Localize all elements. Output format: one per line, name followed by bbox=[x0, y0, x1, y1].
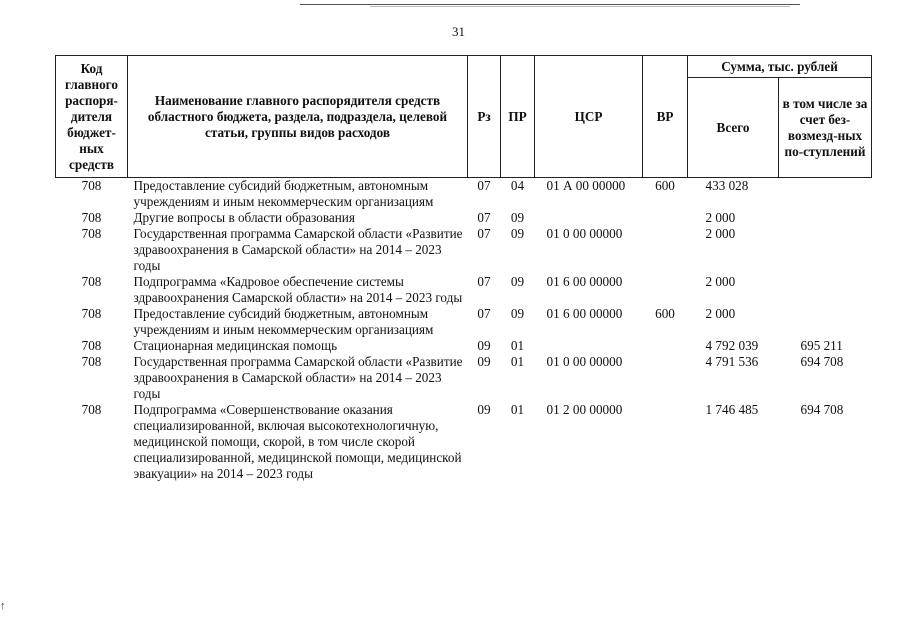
cell-pr: 01 bbox=[510, 402, 525, 417]
cell-name: Государственная программа Самарской области «Развитие здравоохранения в Самарской области» на 2014 – 2023 годы bbox=[133, 226, 463, 273]
header-name: Наименование главного распорядителя средств областного бюджета, раздела, подраздела, целевой статьи, группы видов расходов bbox=[128, 56, 468, 178]
header-total: Всего bbox=[688, 78, 779, 178]
cell-name: Подпрограмма «Кадровое обеспечение системы здравоохранения Самарской области» на 2014 – 2023 годы bbox=[133, 274, 463, 305]
table-row bbox=[56, 210, 872, 226]
cell-extra bbox=[779, 210, 872, 226]
cell-code: 708 bbox=[81, 210, 102, 225]
cell-name: Другие вопросы в области образования bbox=[133, 210, 355, 225]
table-row bbox=[56, 226, 872, 274]
cell-vr bbox=[643, 210, 688, 226]
cell-pr: 01 bbox=[510, 338, 525, 353]
page-top-rule bbox=[300, 4, 800, 5]
cell-code: 708 bbox=[81, 402, 102, 417]
cell-code: 708 bbox=[81, 178, 102, 193]
table-row bbox=[56, 354, 872, 402]
cell-name: Государственная программа Самарской области «Развитие здравоохранения в Самарской области» на 2014 – 2023 годы bbox=[133, 354, 463, 401]
cell-total: 1 746 485 bbox=[705, 402, 759, 417]
header-pr: ПР bbox=[501, 56, 535, 178]
cell-code: 708 bbox=[81, 274, 102, 289]
cell-extra: 694 708 bbox=[800, 354, 844, 369]
cell-csr: 01 0 00 00000 bbox=[546, 226, 623, 241]
cell-csr bbox=[535, 210, 643, 226]
cell-vr bbox=[643, 338, 688, 354]
cell-code: 708 bbox=[81, 226, 102, 241]
page-number: 31 bbox=[452, 24, 465, 39]
cell-total: 2 000 bbox=[705, 274, 736, 289]
header-code: Код главного распоря-дителя бюджет-ных средств bbox=[56, 56, 128, 178]
cell-pr: 09 bbox=[510, 306, 525, 321]
cell-code: 708 bbox=[81, 338, 102, 353]
table-row bbox=[56, 338, 872, 354]
table-row bbox=[56, 306, 872, 338]
cell-rz: 07 bbox=[477, 226, 491, 241]
cell-rz: 09 bbox=[477, 338, 491, 353]
table-row bbox=[56, 178, 872, 211]
cell-total: 4 791 536 bbox=[705, 354, 759, 369]
cell-total: 4 792 039 bbox=[705, 338, 759, 353]
cell-vr bbox=[643, 226, 688, 274]
header-vr: ВР bbox=[643, 56, 688, 178]
cell-pr: 04 bbox=[510, 178, 525, 193]
cell-extra: 695 211 bbox=[800, 338, 843, 353]
cell-extra bbox=[779, 226, 872, 274]
cell-total: 2 000 bbox=[705, 210, 736, 225]
cell-rz: 09 bbox=[477, 354, 491, 369]
cell-rz: 09 bbox=[477, 402, 491, 417]
table-row bbox=[56, 402, 872, 482]
cell-rz: 07 bbox=[477, 178, 491, 193]
cell-pr: 01 bbox=[510, 354, 525, 369]
cell-extra: 694 708 bbox=[800, 402, 844, 417]
cell-pr: 09 bbox=[510, 210, 525, 225]
cell-rz: 07 bbox=[477, 210, 491, 225]
cell-total: 433 028 bbox=[705, 178, 749, 193]
cell-vr: 600 bbox=[655, 306, 675, 321]
cell-csr: 01 А 00 00000 bbox=[546, 178, 626, 193]
cell-csr: 01 2 00 00000 bbox=[546, 402, 623, 417]
margin-mark: ↑ bbox=[0, 600, 6, 612]
table-body bbox=[56, 178, 872, 483]
header-rz: Рз bbox=[468, 56, 501, 178]
cell-extra bbox=[779, 306, 872, 338]
cell-name: Предоставление субсидий бюджетным, автономным учреждениям и иным некоммерческим организациям bbox=[133, 178, 434, 209]
cell-vr bbox=[643, 274, 688, 306]
cell-rz: 07 bbox=[477, 306, 491, 321]
cell-csr bbox=[535, 338, 643, 354]
cell-pr: 09 bbox=[510, 226, 525, 241]
budget-table bbox=[55, 55, 872, 482]
header-sum: Сумма, тыс. рублей bbox=[688, 56, 872, 78]
cell-vr bbox=[643, 402, 688, 482]
header-csr: ЦСР bbox=[535, 56, 643, 178]
cell-extra bbox=[779, 274, 872, 306]
cell-code: 708 bbox=[81, 354, 102, 369]
cell-extra bbox=[779, 178, 872, 211]
table-row bbox=[56, 274, 872, 306]
header-extra: в том числе за счет без-возмезд-ных по-ступлений bbox=[779, 78, 872, 178]
cell-rz: 07 bbox=[477, 274, 491, 289]
cell-code: 708 bbox=[81, 306, 102, 321]
cell-vr bbox=[643, 354, 688, 402]
cell-total: 2 000 bbox=[705, 226, 736, 241]
cell-name: Предоставление субсидий бюджетным, автономным учреждениям и иным некоммерческим организациям bbox=[133, 306, 434, 337]
cell-csr: 01 6 00 00000 bbox=[546, 274, 623, 289]
cell-name: Подпрограмма «Совершенствование оказания специализированной, включая высокотехнологичную, медицинской помощи, скорой, в том числе скорой специализированной, медицинской помощи, медицинской эвакуации» на 2014 – 2023 годы bbox=[133, 402, 462, 481]
cell-total: 2 000 bbox=[705, 306, 736, 321]
page-top-rule-faint bbox=[370, 6, 790, 7]
cell-csr: 01 0 00 00000 bbox=[546, 354, 623, 369]
cell-pr: 09 bbox=[510, 274, 525, 289]
cell-csr: 01 6 00 00000 bbox=[546, 306, 623, 321]
cell-vr: 600 bbox=[655, 178, 675, 193]
cell-name: Стационарная медицинская помощь bbox=[133, 338, 338, 353]
